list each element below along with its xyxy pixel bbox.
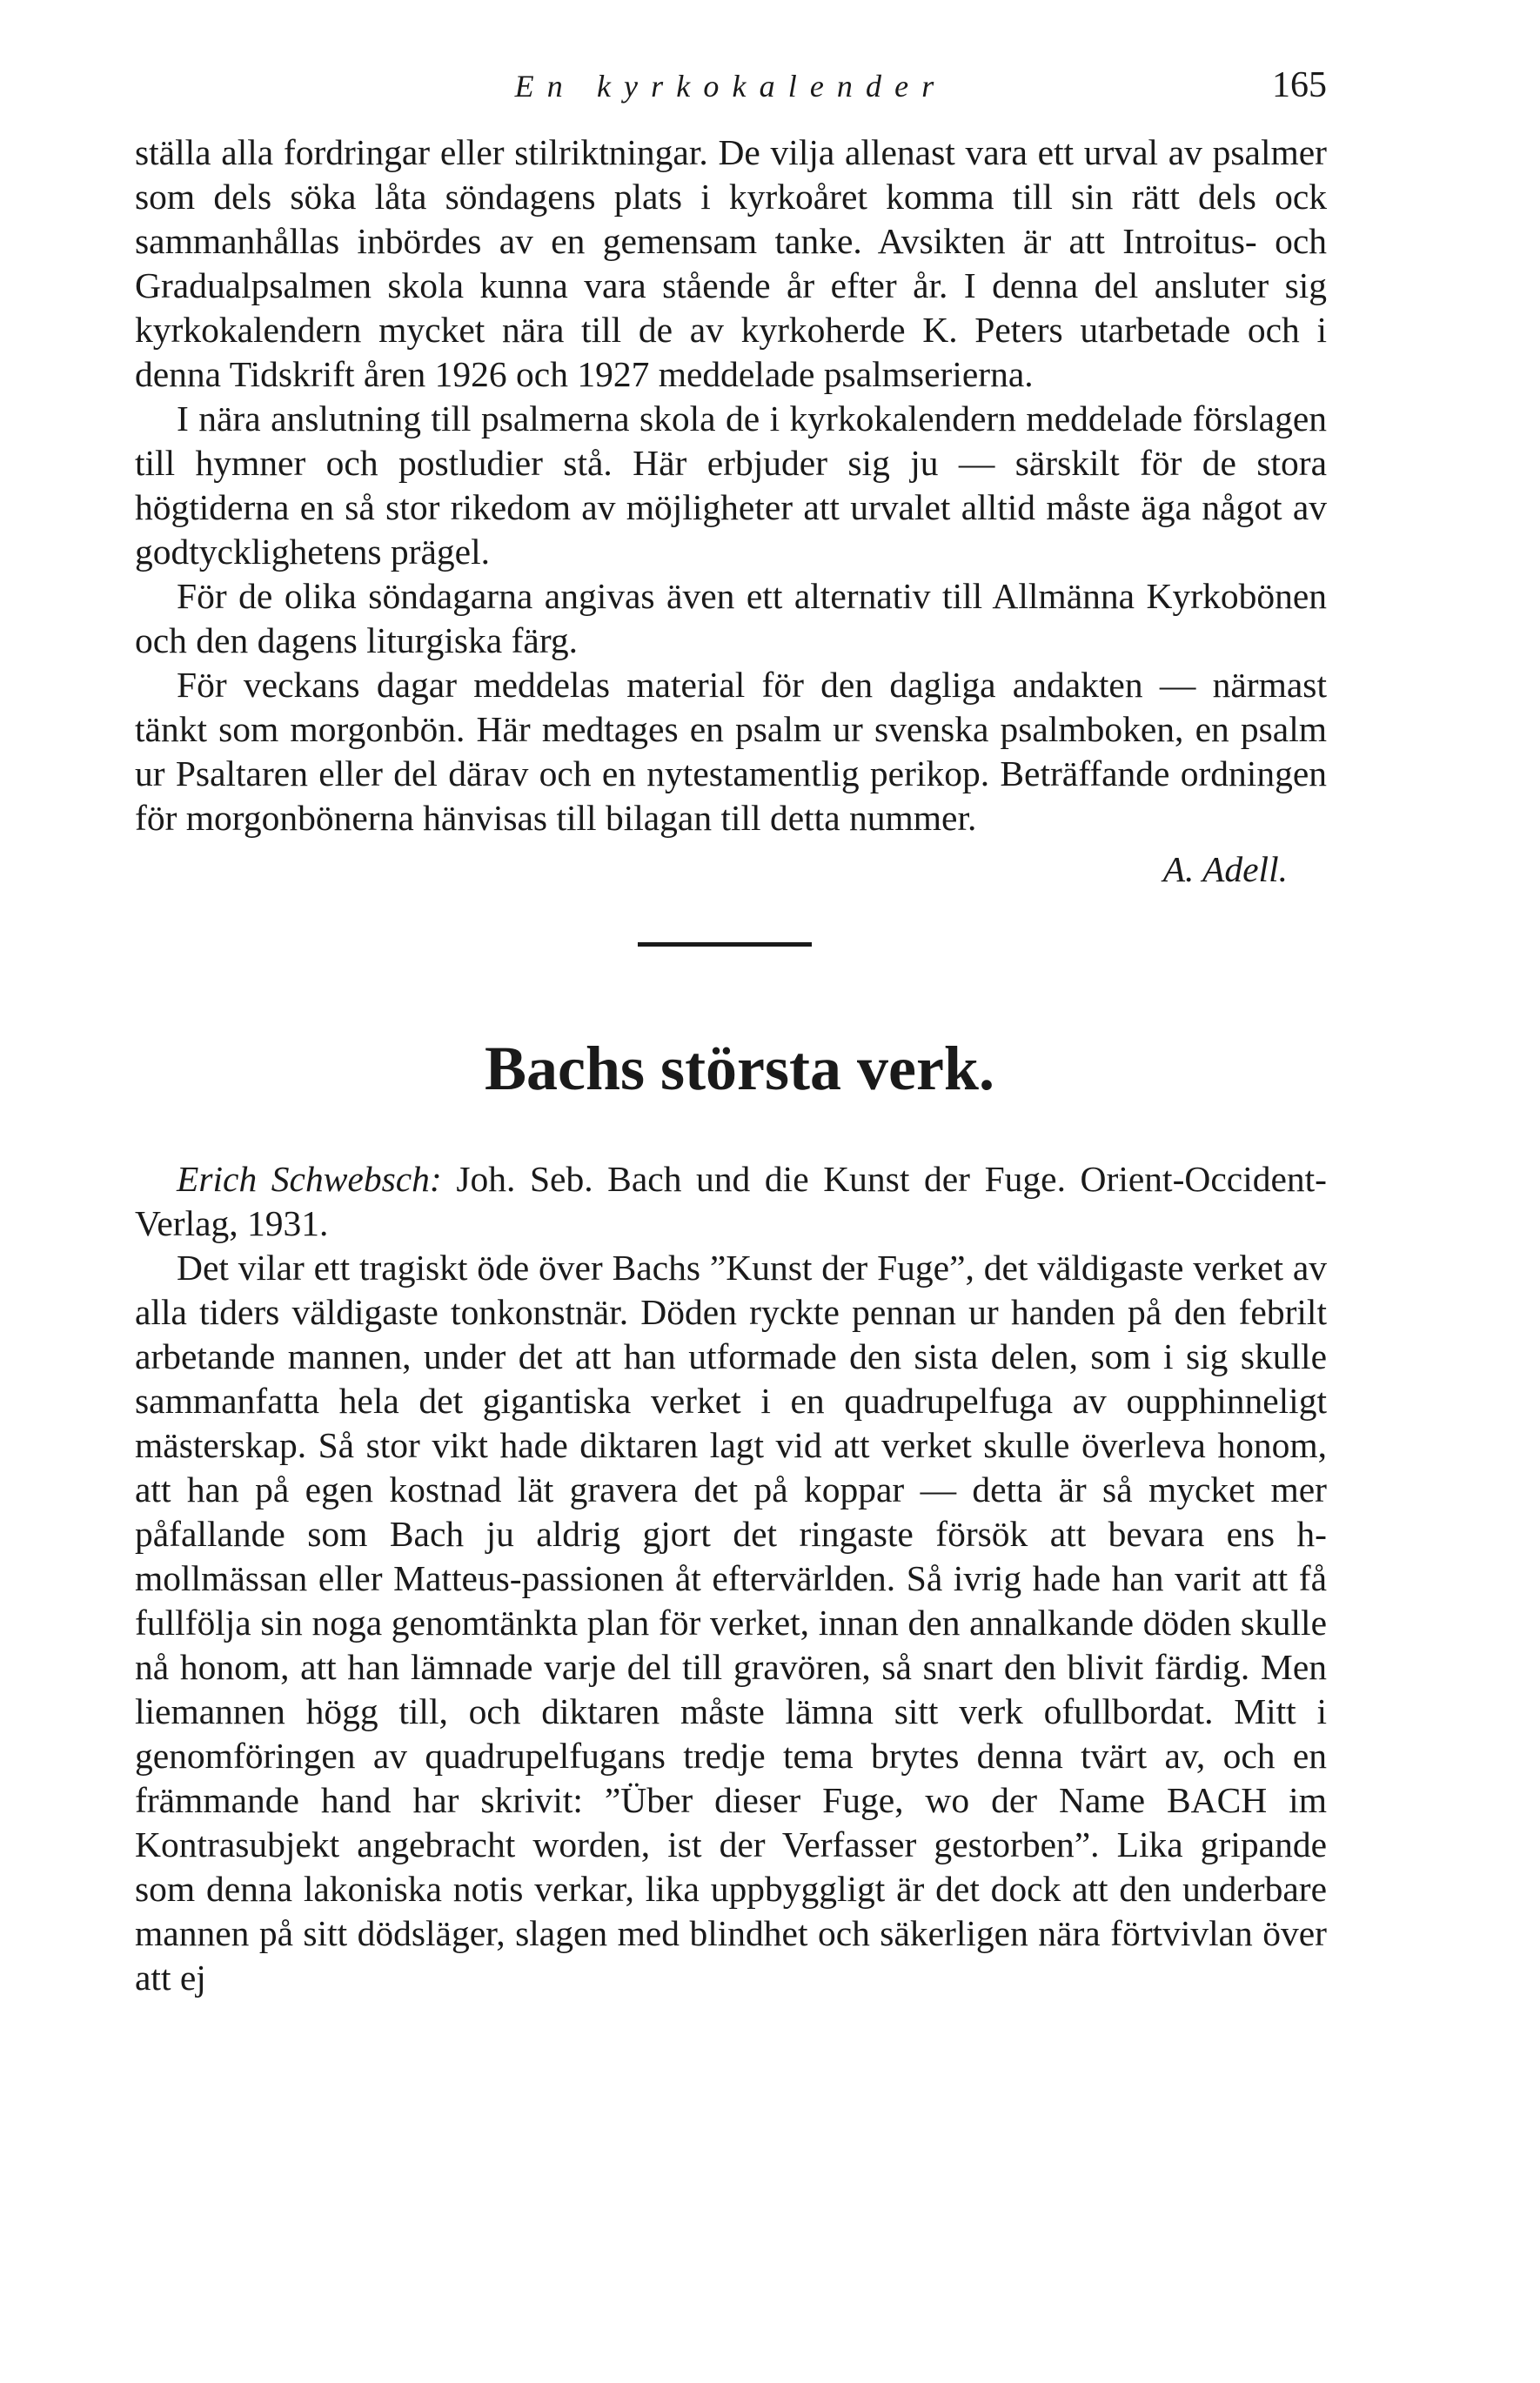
reviewed-work: Joh. Seb. Bach und die Kunst der Fuge. Orient-Occident-Verlag, 1931. <box>135 1159 1327 1243</box>
section-bach-article <box>135 1157 1327 2000</box>
paragraph: Det vilar ett tragiskt öde över Bachs ”Kunst der Fuge”, det väldigaste verket av alla tiders väldigaste tonkonstnär. Döden ryckte pennan ur handen på den febrilt arbetande mannen, under det att han utformade den sista delen, som i sig skulle sammanfatta hela det gigantiska verket i en quadrupelfuga av oupphinneligt mästerskap. Så stor vikt hade diktaren lagt vid att verket skulle överleva honom, att han på egen kostnad lät gravera det på koppar — detta är så mycket mer påfallande som Bach ju aldrig gjort det ringaste försök att bevara ens h-mollmässan eller Matteus-passionen åt eftervärlden. Så ivrig hade han varit att få fullfölja sin noga genomtänkta plan för verket, innan den annalkande döden skulle nå honom, att han lämnade varje del till gravören, så snart den blivit färdig. Men liemannen högg till, och diktaren måste lämna sitt verk ofullbordat. Mitt i genomföringen av quadrupelfugans tredje tema brytes denna tvärt av, och en främmande hand har skrivit: ”Über dieser Fuge, wo der Name BACH im Kontrasubjekt angebracht worden, ist der Verfasser gestorben”. Lika gripande som denna lakoniska notis verkar, lika uppbyggligt är det dock att den underbare mannen på sitt dödsläger, slagen med blindhet och säkerligen nära förtvivlan över att ej <box>135 1248 1327 1998</box>
running-title: En kyrkokalender <box>514 69 947 104</box>
page-number: 165 <box>1272 65 1327 105</box>
section-kyrkokalender <box>135 131 1327 840</box>
paragraph: För de olika söndagarna angivas även ett alternativ till Allmänna Kyrkobönen och den dagens liturgiska färg. <box>135 576 1327 660</box>
article-title: Bachs största verk. <box>485 1034 994 1103</box>
page <box>135 52 1327 2000</box>
paragraph: ställa alla fordringar eller stilriktningar. De vilja allenast vara ett urval av psalmer som dels söka låta söndagens plats i kyrkoåret komma till sin rätt dels ock sammanhållas inbördes av en gemensam tanke. Avsikten är att Introitus- och Gradualpsalmen skola kunna vara stående år efter år. I denna del ansluter sig kyrkokalendern mycket nära till de av kyrkoherde K. Peters utarbetade och i denna Tidskrift åren 1926 och 1927 meddelade psalmserierna. <box>135 132 1327 394</box>
reviewed-author: Erich Schwebsch: <box>177 1159 442 1199</box>
author-signature: A. Adell. <box>1162 849 1288 889</box>
paragraph: För veckans dagar meddelas material för den dagliga andakten — närmast tänkt som morgonbön. Här medtages en psalm ur svenska psalmboken, en psalm ur Psaltaren eller del därav och en nytestamentlig perikop. Beträffande ordningen för morgonbönerna hänvisas till bilagan till detta nummer. <box>135 665 1327 838</box>
running-head <box>135 52 1327 131</box>
paragraph: I nära anslutning till psalmerna skola de i kyrkokalendern meddelade förslagen till hymner och postludier stå. Här erbjuder sig ju — särskilt för de stora högtiderna en så stor rikedom av möjligheter att urvalet alltid måste äga något av godtycklighetens prägel. <box>135 398 1327 572</box>
section-separator-rule <box>638 942 812 947</box>
reviewed-book-citation <box>135 1157 1327 1246</box>
